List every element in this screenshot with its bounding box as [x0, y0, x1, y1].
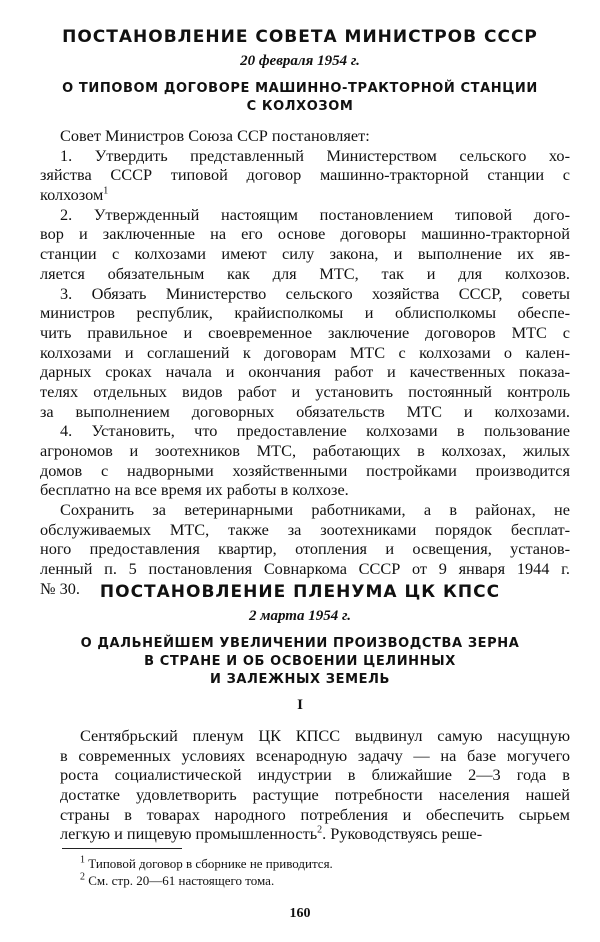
- body-line: зяйства СССР типовой договор машинно-тракторной станции с: [40, 165, 570, 185]
- section1-title: ПОСТАНОВЛЕНИЕ СОВЕТА МИНИСТРОВ СССР: [62, 27, 538, 47]
- footnote-mark-2: 2: [317, 825, 323, 837]
- body-line: станции с колхозами имеют силу закона, и выполнение их яв-: [40, 244, 570, 264]
- body-line-with-footnote: [40, 185, 570, 205]
- body-line: чить правильное и своевременное заключение договоров МТС с: [40, 322, 570, 342]
- body-line: 3. Обязать Министерство сельского хозяйства СССР, советы: [60, 283, 570, 303]
- footnote-mark-1: 1: [103, 185, 109, 197]
- body-line: агрономов и зоотехников МТС, работающих в колхозах, жилых: [40, 441, 570, 460]
- section2-subtitle-line-2: В СТРАНЕ И ОБ ОСВОЕНИИ ЦЕЛИННЫХ: [144, 654, 456, 669]
- body-line: вор и заключенные на его основе договоры машинно-тракторной: [40, 224, 570, 244]
- body-line: в современных условиях всенародную задачу — на базе могучего: [60, 745, 570, 765]
- section1-subtitle-line-2: С КОЛХОЗОМ: [246, 99, 354, 114]
- footnote-text: См. стр. 20—61 настоящего тома.: [88, 873, 275, 888]
- body-line: Совет Министров Союза ССР постановляет:: [60, 126, 370, 145]
- section2-subtitle-line-1: О ДАЛЬНЕЙШЕМ УВЕЛИЧЕНИИ ПРОИЗВОДСТВА ЗЕРНА: [80, 636, 520, 651]
- body-line: ляется обязательным как для МТС, так и для колхозов.: [40, 263, 570, 283]
- body-line: ного предоставления квартир, отопления и освещения, установ-: [40, 539, 570, 559]
- body-line: дарных сроках начала и окончания работ и качественных показа-: [40, 362, 570, 382]
- page-number: 160: [289, 906, 311, 921]
- body-line: страны в товарах народного потребления и обеспечить сырьем: [60, 804, 570, 824]
- body-line: 4. Установить, что предоставление колхозами в пользование: [60, 421, 570, 441]
- footnote-text: Типовой договор в сборнике не приводится.: [88, 856, 333, 871]
- section2-body: [60, 726, 570, 844]
- body-line: достатке удовлетворить растущие потребности населения нашей: [60, 785, 570, 805]
- footnote-2: [80, 872, 560, 889]
- body-line: Сохранить за ветеринарными работниками, а в районах, не: [60, 500, 570, 520]
- section2-title: ПОСТАНОВЛЕНИЕ ПЛЕНУМА ЦК КПСС: [99, 582, 501, 602]
- section1-subtitle-line-1: О ТИПОВОМ ДОГОВОРЕ МАШИННО-ТРАКТОРНОЙ СТАНЦИИ: [62, 81, 538, 96]
- body-line: колхозами и соглашений к договорам МТС с колхозами о кален-: [40, 342, 570, 362]
- body-line-text: колхозом: [40, 185, 104, 205]
- body-line-text: легкую и пищевую промышленность: [60, 824, 318, 844]
- section2-part-number: I: [297, 697, 303, 713]
- body-line-text: . Руководствуясь реше-: [322, 824, 483, 844]
- section1-date: 20 февраля 1954 г.: [240, 53, 360, 69]
- body-line: бесплатно на все время их работы в колхозе.: [40, 480, 349, 500]
- body-line-with-footnote: [60, 824, 570, 844]
- body-line: № 30.: [40, 578, 80, 598]
- body-line: домов с надворными хозяйственными постройками производится: [40, 460, 570, 480]
- body-line: 1. Утвердить представленный Министерством сельского хо-: [60, 145, 570, 165]
- body-line: ленный п. 5 постановления Совнаркома СССР от 9 января 1944 г.: [40, 559, 570, 579]
- footnote-rule: [62, 848, 182, 849]
- body-line: обслуживаемых МТС, также за зоотехниками порядок бесплат-: [40, 519, 570, 539]
- footnote-mark: 1: [80, 854, 85, 866]
- section1-body: [40, 126, 570, 599]
- section2-date: 2 марта 1954 г.: [248, 608, 352, 624]
- body-line: роста социалистической индустрии в ближайшие 2—3 года в: [60, 765, 570, 785]
- body-line: телях отдельных видов работ и установить постоянный контроль: [40, 381, 570, 401]
- section2-subtitle-line-3: И ЗАЛЕЖНЫХ ЗЕМЕЛЬ: [209, 672, 391, 687]
- body-line: Сентябрьский пленум ЦК КПСС выдвинул самую насущную: [80, 726, 570, 745]
- footnote-mark: 2: [80, 871, 85, 883]
- body-line: за выполнением договорных обязательств МТС и колхозами.: [40, 401, 570, 421]
- body-line: 2. Утвержденный настоящим постановлением типовой дого-: [60, 204, 570, 224]
- footnote-1: [80, 855, 560, 872]
- body-line: министров республик, крайисполкомы и облисполкомы обеспе-: [40, 303, 570, 323]
